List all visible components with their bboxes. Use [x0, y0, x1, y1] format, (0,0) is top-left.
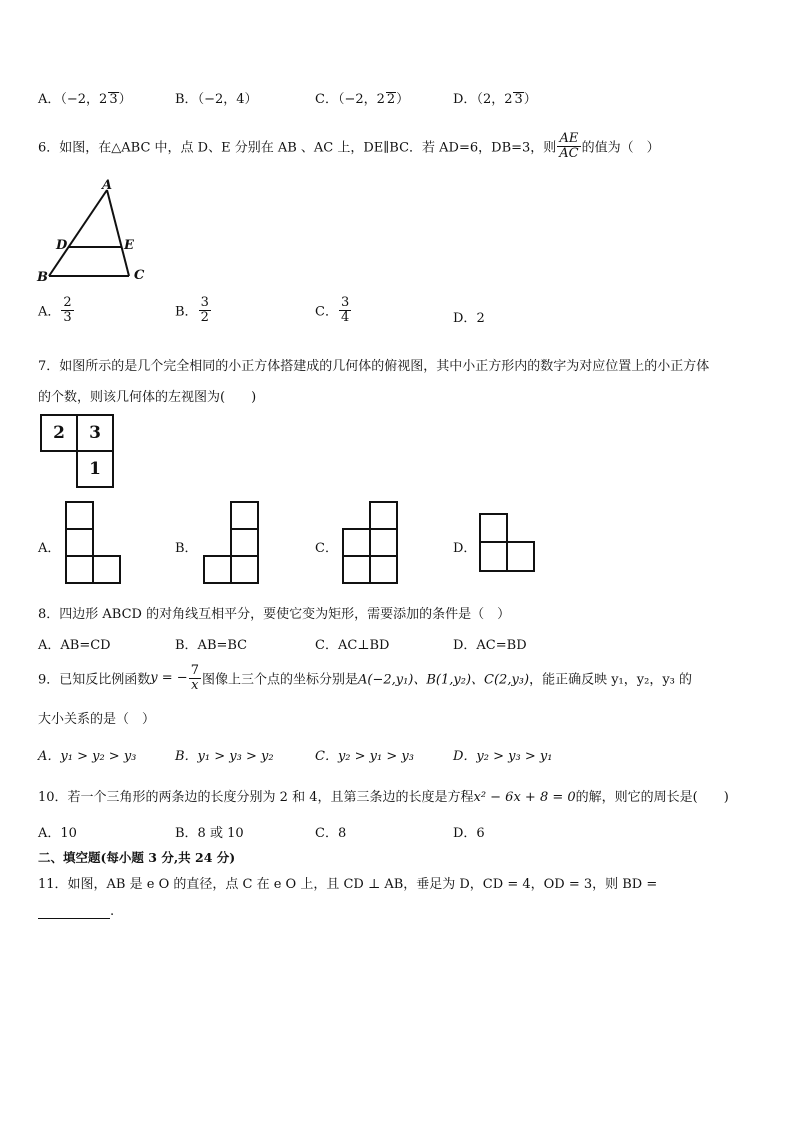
q7-option-a-label: A．: [38, 541, 61, 556]
q5-option-b: B．（−2，4）: [175, 92, 258, 107]
q7-top-view-grid: [40, 414, 114, 490]
q7-option-d-label: D．: [453, 541, 477, 556]
q6-label-e: E: [124, 238, 134, 253]
q9-fraction: $\frac{7}{x}$: [190, 663, 199, 693]
q8-option-d: D．AC=BD: [453, 638, 527, 653]
q9-option-a: A．y₁ > y₂ > y₃: [38, 749, 137, 764]
q5-option-a: A．（−2，2 3）: [38, 92, 132, 107]
q9-stem: 9．已知反比例函数y = − $\frac{7}{x}$ 图像上三个点的坐标分别是A(−2,y₁)、B(1,y₂)、C(2,y₃)，能正确反映 y₁，y₂，y₃ 的: [38, 663, 693, 693]
q9-line2: 大小关系的是（ ）: [38, 712, 156, 727]
q10-option-b: B．8 或 10: [175, 826, 244, 841]
q9-option-d: D．y₂ > y₃ > y₁: [453, 749, 553, 764]
q6-label-a: A: [102, 178, 113, 193]
q6-option-c: C． $\frac{3}{4}$: [315, 295, 350, 325]
sqrt-symbol: 3: [109, 92, 118, 107]
answer-blank[interactable]: [38, 906, 110, 919]
q6-label-d: D: [56, 238, 68, 253]
grid-cell: 3: [76, 414, 114, 452]
q10-stem: 10．若一个三角形的两条边的长度分别为 2 和 4，且第三条边的长度是方程x² − 6x + 8 = 0的解，则它的周长是( ): [38, 790, 729, 805]
q6-fraction: $\frac{AE}{AC}$: [559, 131, 579, 161]
grid-cell: 2: [40, 414, 78, 452]
q5-option-d: D．（2，2 3）: [453, 92, 537, 107]
q10-option-d: D．6: [453, 826, 485, 841]
q7-option-a-figure: [64, 500, 124, 588]
q9-option-c: C．y₂ > y₁ > y₃: [315, 749, 414, 764]
side-ac: [107, 190, 129, 276]
q7-option-b-label: B．: [175, 541, 198, 556]
q7-option-c-figure: [341, 500, 401, 588]
q6-option-a: A． $\frac{2}{3}$: [38, 295, 72, 325]
q7-option-d-figure: [478, 512, 538, 576]
q8-option-b: B．AB=BC: [175, 638, 248, 653]
q6-option-b: B． $\frac{3}{2}$: [175, 295, 209, 325]
q11-stem: 11．如图，AB 是 e O 的直径，点 C 在 e O 上，且 CD ⊥ AB，垂足为 D，CD = 4，OD = 3，则 BD =: [38, 877, 658, 892]
q6-label-b: B: [37, 270, 48, 285]
q11-answer-line: .: [38, 904, 114, 919]
q6-stem: 6．如图，在△ABC 中，点 D、E 分别在 AB 、AC 上，DE∥BC．若 AD=6，DB=3，则 $\frac{AE}{AC}$ 的值为（ ）: [38, 131, 660, 161]
q8-option-c: C．AC⊥BD: [315, 638, 390, 653]
q10-option-c: C．8: [315, 826, 347, 841]
q5-option-c: C．（−2，2 2）: [315, 92, 410, 107]
sqrt-symbol: 3: [514, 92, 523, 107]
q8-stem: 8．四边形 ABCD 的对角线互相平分，要使它变为矩形，需要添加的条件是（ ）: [38, 607, 511, 622]
q10-option-a: A．10: [38, 826, 77, 841]
q7-line1: 7．如图所示的是几个完全相同的小正方体搭建成的几何体的俯视图，其中小正方形内的数字为对应位置上的小正方体: [38, 359, 710, 374]
q7-option-c-label: C．: [315, 541, 338, 556]
q9-option-b: B．y₁ > y₃ > y₂: [175, 749, 274, 764]
sqrt-symbol: 2: [386, 92, 396, 107]
q7-option-b-figure: [202, 500, 262, 588]
section-heading: 二、填空题(每小题 3 分,共 24 分): [38, 850, 236, 865]
q6-label-c: C: [134, 268, 145, 283]
q8-option-a: A．AB=CD: [38, 638, 111, 653]
q6-option-d: D．2: [453, 311, 485, 326]
side-ab: [49, 190, 107, 276]
grid-cell: 1: [76, 450, 114, 488]
q7-line2: 的个数，则该几何体的左视图为( ): [38, 390, 257, 405]
